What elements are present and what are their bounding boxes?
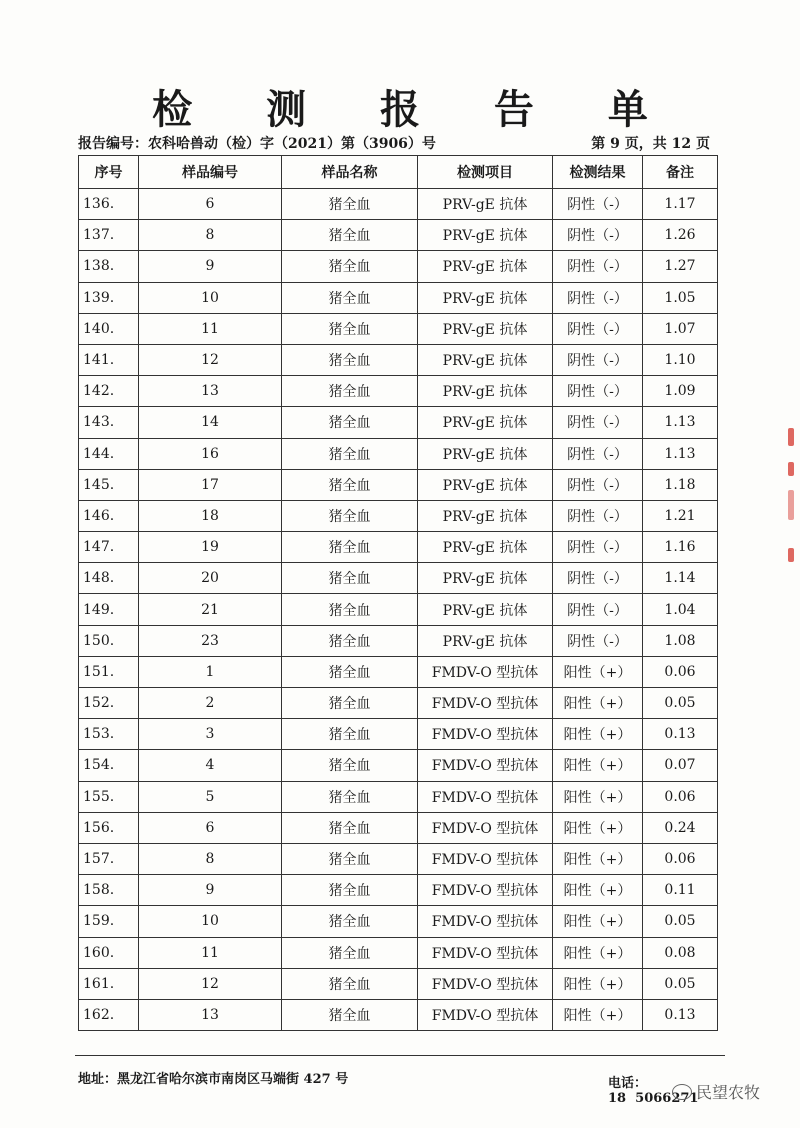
- footer-phone: 电话：18 5066271: [608, 1076, 699, 1106]
- cell-test-item: PRV-gE 抗体: [418, 189, 553, 220]
- cell-seq: 154.: [79, 750, 139, 781]
- table-row: [79, 282, 718, 313]
- header-seq: 序号: [79, 156, 139, 189]
- header-row: [79, 156, 718, 189]
- cell-seq: 156.: [79, 812, 139, 843]
- cell-test-item: FMDV-O 型抗体: [418, 906, 553, 937]
- header-test-result: 检测结果: [553, 156, 643, 189]
- cell-test-item: PRV-gE 抗体: [418, 376, 553, 407]
- cell-remark: 1.21: [643, 500, 718, 531]
- cell-seq: 161.: [79, 968, 139, 999]
- cell-test-result: 阴性（-）: [553, 407, 643, 438]
- cell-sample-code: 12: [139, 968, 282, 999]
- cell-test-result: 阳性（+）: [553, 812, 643, 843]
- cell-seq: 151.: [79, 656, 139, 687]
- cell-sample-code: 10: [139, 906, 282, 937]
- cell-sample-name: 猪全血: [282, 875, 418, 906]
- header-sample-name: 样品名称: [282, 156, 418, 189]
- cell-sample-name: 猪全血: [282, 407, 418, 438]
- table-row: [79, 344, 718, 375]
- cell-sample-code: 4: [139, 750, 282, 781]
- wechat-icon: [672, 1084, 692, 1100]
- cell-test-result: 阴性（-）: [553, 594, 643, 625]
- cell-sample-code: 17: [139, 469, 282, 500]
- table-row: [79, 469, 718, 500]
- cell-seq: 155.: [79, 781, 139, 812]
- cell-test-item: FMDV-O 型抗体: [418, 843, 553, 874]
- cell-test-result: 阴性（-）: [553, 438, 643, 469]
- cell-test-item: PRV-gE 抗体: [418, 220, 553, 251]
- cell-test-item: FMDV-O 型抗体: [418, 875, 553, 906]
- cell-test-item: PRV-gE 抗体: [418, 469, 553, 500]
- table-row: [79, 625, 718, 656]
- cell-sample-name: 猪全血: [282, 344, 418, 375]
- cell-seq: 148.: [79, 563, 139, 594]
- cell-test-result: 阴性（-）: [553, 469, 643, 500]
- seal-edge-mark: [788, 428, 794, 446]
- cell-test-result: 阴性（-）: [553, 220, 643, 251]
- cell-sample-name: 猪全血: [282, 469, 418, 500]
- cell-sample-name: 猪全血: [282, 750, 418, 781]
- footer-address: 地址：黑龙江省哈尔滨市南岗区马端街 427 号: [78, 1072, 349, 1087]
- cell-sample-code: 5: [139, 781, 282, 812]
- cell-test-result: 阳性（+）: [553, 968, 643, 999]
- cell-test-result: 阳性（+）: [553, 750, 643, 781]
- table-row: [79, 407, 718, 438]
- cell-seq: 149.: [79, 594, 139, 625]
- cell-sample-code: 16: [139, 438, 282, 469]
- table-row: [79, 937, 718, 968]
- cell-sample-name: 猪全血: [282, 812, 418, 843]
- cell-remark: 0.06: [643, 843, 718, 874]
- results-table: [78, 155, 718, 1031]
- cell-test-item: FMDV-O 型抗体: [418, 812, 553, 843]
- cell-remark: 0.08: [643, 937, 718, 968]
- cell-sample-name: 猪全血: [282, 594, 418, 625]
- cell-sample-name: 猪全血: [282, 719, 418, 750]
- cell-sample-name: 猪全血: [282, 282, 418, 313]
- cell-test-result: 阳性（+）: [553, 719, 643, 750]
- table-body: [79, 189, 718, 1031]
- cell-test-result: 阴性（-）: [553, 344, 643, 375]
- watermark: [672, 1080, 760, 1103]
- cell-test-result: 阴性（-）: [553, 376, 643, 407]
- cell-sample-code: 11: [139, 313, 282, 344]
- cell-remark: 0.11: [643, 875, 718, 906]
- header-sample-code: 样品编号: [139, 156, 282, 189]
- cell-remark: 0.05: [643, 906, 718, 937]
- cell-seq: 143.: [79, 407, 139, 438]
- table-row: [79, 594, 718, 625]
- cell-test-item: FMDV-O 型抗体: [418, 781, 553, 812]
- cell-test-item: PRV-gE 抗体: [418, 625, 553, 656]
- cell-sample-name: 猪全血: [282, 189, 418, 220]
- cell-sample-name: 猪全血: [282, 500, 418, 531]
- cell-remark: 1.16: [643, 532, 718, 563]
- cell-remark: 0.13: [643, 719, 718, 750]
- cell-test-result: 阳性（+）: [553, 781, 643, 812]
- footer-divider: [75, 1055, 725, 1056]
- cell-sample-name: 猪全血: [282, 625, 418, 656]
- cell-sample-code: 8: [139, 843, 282, 874]
- cell-remark: 1.13: [643, 407, 718, 438]
- cell-sample-name: 猪全血: [282, 376, 418, 407]
- table-row: [79, 656, 718, 687]
- cell-test-item: FMDV-O 型抗体: [418, 937, 553, 968]
- cell-sample-code: 10: [139, 282, 282, 313]
- cell-sample-name: 猪全血: [282, 781, 418, 812]
- cell-sample-name: 猪全血: [282, 937, 418, 968]
- cell-seq: 150.: [79, 625, 139, 656]
- cell-sample-code: 11: [139, 937, 282, 968]
- table-row: [79, 688, 718, 719]
- seal-edge-mark: [788, 462, 794, 476]
- cell-test-item: FMDV-O 型抗体: [418, 999, 553, 1030]
- cell-seq: 142.: [79, 376, 139, 407]
- cell-remark: 0.06: [643, 656, 718, 687]
- header-remark: 备注: [643, 156, 718, 189]
- cell-sample-code: 21: [139, 594, 282, 625]
- table-row: [79, 313, 718, 344]
- report-number: 报告编号：农科哈兽动（检）字（2021）第（3906）号: [78, 136, 436, 152]
- cell-seq: 141.: [79, 344, 139, 375]
- cell-seq: 152.: [79, 688, 139, 719]
- cell-remark: 1.26: [643, 220, 718, 251]
- cell-test-item: PRV-gE 抗体: [418, 500, 553, 531]
- cell-test-item: FMDV-O 型抗体: [418, 656, 553, 687]
- cell-test-item: PRV-gE 抗体: [418, 594, 553, 625]
- cell-test-result: 阳性（+）: [553, 999, 643, 1030]
- cell-seq: 138.: [79, 251, 139, 282]
- table-row: [79, 376, 718, 407]
- cell-sample-name: 猪全血: [282, 688, 418, 719]
- cell-remark: 1.27: [643, 251, 718, 282]
- cell-test-result: 阳性（+）: [553, 937, 643, 968]
- table-row: [79, 999, 718, 1030]
- cell-test-result: 阴性（-）: [553, 251, 643, 282]
- cell-test-item: FMDV-O 型抗体: [418, 750, 553, 781]
- cell-sample-code: 20: [139, 563, 282, 594]
- cell-test-result: 阴性（-）: [553, 500, 643, 531]
- table-row: [79, 968, 718, 999]
- cell-test-result: 阳性（+）: [553, 688, 643, 719]
- cell-seq: 140.: [79, 313, 139, 344]
- table-row: [79, 189, 718, 220]
- cell-sample-name: 猪全血: [282, 968, 418, 999]
- cell-sample-name: 猪全血: [282, 843, 418, 874]
- cell-test-item: PRV-gE 抗体: [418, 438, 553, 469]
- cell-seq: 162.: [79, 999, 139, 1030]
- table-row: [79, 563, 718, 594]
- cell-test-item: PRV-gE 抗体: [418, 313, 553, 344]
- table-row: [79, 719, 718, 750]
- cell-sample-code: 13: [139, 999, 282, 1030]
- cell-test-result: 阳性（+）: [553, 843, 643, 874]
- cell-sample-code: 18: [139, 500, 282, 531]
- cell-seq: 158.: [79, 875, 139, 906]
- table-row: [79, 251, 718, 282]
- cell-test-item: FMDV-O 型抗体: [418, 719, 553, 750]
- cell-sample-name: 猪全血: [282, 999, 418, 1030]
- table-row: [79, 875, 718, 906]
- table-row: [79, 438, 718, 469]
- header-test-item: 检测项目: [418, 156, 553, 189]
- cell-sample-name: 猪全血: [282, 438, 418, 469]
- cell-remark: 1.13: [643, 438, 718, 469]
- cell-test-item: PRV-gE 抗体: [418, 282, 553, 313]
- cell-remark: 1.17: [643, 189, 718, 220]
- cell-sample-code: 9: [139, 251, 282, 282]
- cell-test-result: 阴性（-）: [553, 563, 643, 594]
- cell-test-result: 阳性（+）: [553, 906, 643, 937]
- table-row: [79, 843, 718, 874]
- cell-sample-name: 猪全血: [282, 251, 418, 282]
- cell-test-result: 阳性（+）: [553, 656, 643, 687]
- cell-remark: 0.07: [643, 750, 718, 781]
- cell-test-result: 阴性（-）: [553, 625, 643, 656]
- cell-remark: 0.13: [643, 999, 718, 1030]
- cell-seq: 153.: [79, 719, 139, 750]
- cell-seq: 144.: [79, 438, 139, 469]
- cell-remark: 1.05: [643, 282, 718, 313]
- cell-test-result: 阴性（-）: [553, 313, 643, 344]
- table-row: [79, 500, 718, 531]
- cell-remark: 0.05: [643, 968, 718, 999]
- document-title: 检 测 报 告 单: [152, 86, 678, 133]
- table-header: [79, 156, 718, 189]
- cell-seq: 139.: [79, 282, 139, 313]
- cell-sample-code: 19: [139, 532, 282, 563]
- cell-sample-code: 9: [139, 875, 282, 906]
- cell-test-item: PRV-gE 抗体: [418, 344, 553, 375]
- cell-remark: 0.05: [643, 688, 718, 719]
- cell-sample-code: 23: [139, 625, 282, 656]
- cell-sample-name: 猪全血: [282, 532, 418, 563]
- cell-test-item: PRV-gE 抗体: [418, 251, 553, 282]
- cell-seq: 157.: [79, 843, 139, 874]
- table-row: [79, 750, 718, 781]
- cell-sample-name: 猪全血: [282, 563, 418, 594]
- cell-remark: 1.07: [643, 313, 718, 344]
- cell-test-result: 阳性（+）: [553, 875, 643, 906]
- cell-remark: 1.18: [643, 469, 718, 500]
- cell-seq: 146.: [79, 500, 139, 531]
- table-row: [79, 532, 718, 563]
- cell-sample-code: 3: [139, 719, 282, 750]
- cell-seq: 160.: [79, 937, 139, 968]
- cell-sample-name: 猪全血: [282, 220, 418, 251]
- cell-seq: 159.: [79, 906, 139, 937]
- cell-remark: 1.04: [643, 594, 718, 625]
- cell-remark: 0.24: [643, 812, 718, 843]
- cell-remark: 1.10: [643, 344, 718, 375]
- seal-edge-mark: [788, 548, 794, 562]
- cell-sample-code: 12: [139, 344, 282, 375]
- cell-test-item: FMDV-O 型抗体: [418, 688, 553, 719]
- cell-test-result: 阴性（-）: [553, 189, 643, 220]
- cell-test-item: FMDV-O 型抗体: [418, 968, 553, 999]
- cell-test-item: PRV-gE 抗体: [418, 407, 553, 438]
- cell-sample-code: 13: [139, 376, 282, 407]
- cell-test-result: 阴性（-）: [553, 282, 643, 313]
- cell-seq: 145.: [79, 469, 139, 500]
- cell-seq: 136.: [79, 189, 139, 220]
- cell-remark: 0.06: [643, 781, 718, 812]
- cell-sample-code: 6: [139, 189, 282, 220]
- cell-sample-code: 6: [139, 812, 282, 843]
- cell-sample-code: 1: [139, 656, 282, 687]
- cell-seq: 137.: [79, 220, 139, 251]
- cell-sample-code: 2: [139, 688, 282, 719]
- cell-sample-code: 14: [139, 407, 282, 438]
- cell-seq: 147.: [79, 532, 139, 563]
- table-row: [79, 906, 718, 937]
- cell-sample-name: 猪全血: [282, 656, 418, 687]
- page-indicator: 第 9 页，共 12 页: [591, 136, 710, 152]
- cell-sample-name: 猪全血: [282, 313, 418, 344]
- cell-test-item: PRV-gE 抗体: [418, 532, 553, 563]
- table-row: [79, 220, 718, 251]
- cell-remark: 1.08: [643, 625, 718, 656]
- cell-sample-code: 8: [139, 220, 282, 251]
- seal-edge-mark: [788, 490, 794, 520]
- cell-test-result: 阴性（-）: [553, 532, 643, 563]
- report-meta: [78, 133, 710, 155]
- cell-remark: 1.14: [643, 563, 718, 594]
- watermark-text: 民望农牧: [696, 1083, 761, 1102]
- cell-remark: 1.09: [643, 376, 718, 407]
- table-row: [79, 812, 718, 843]
- cell-sample-name: 猪全血: [282, 906, 418, 937]
- cell-test-item: PRV-gE 抗体: [418, 563, 553, 594]
- table-row: [79, 781, 718, 812]
